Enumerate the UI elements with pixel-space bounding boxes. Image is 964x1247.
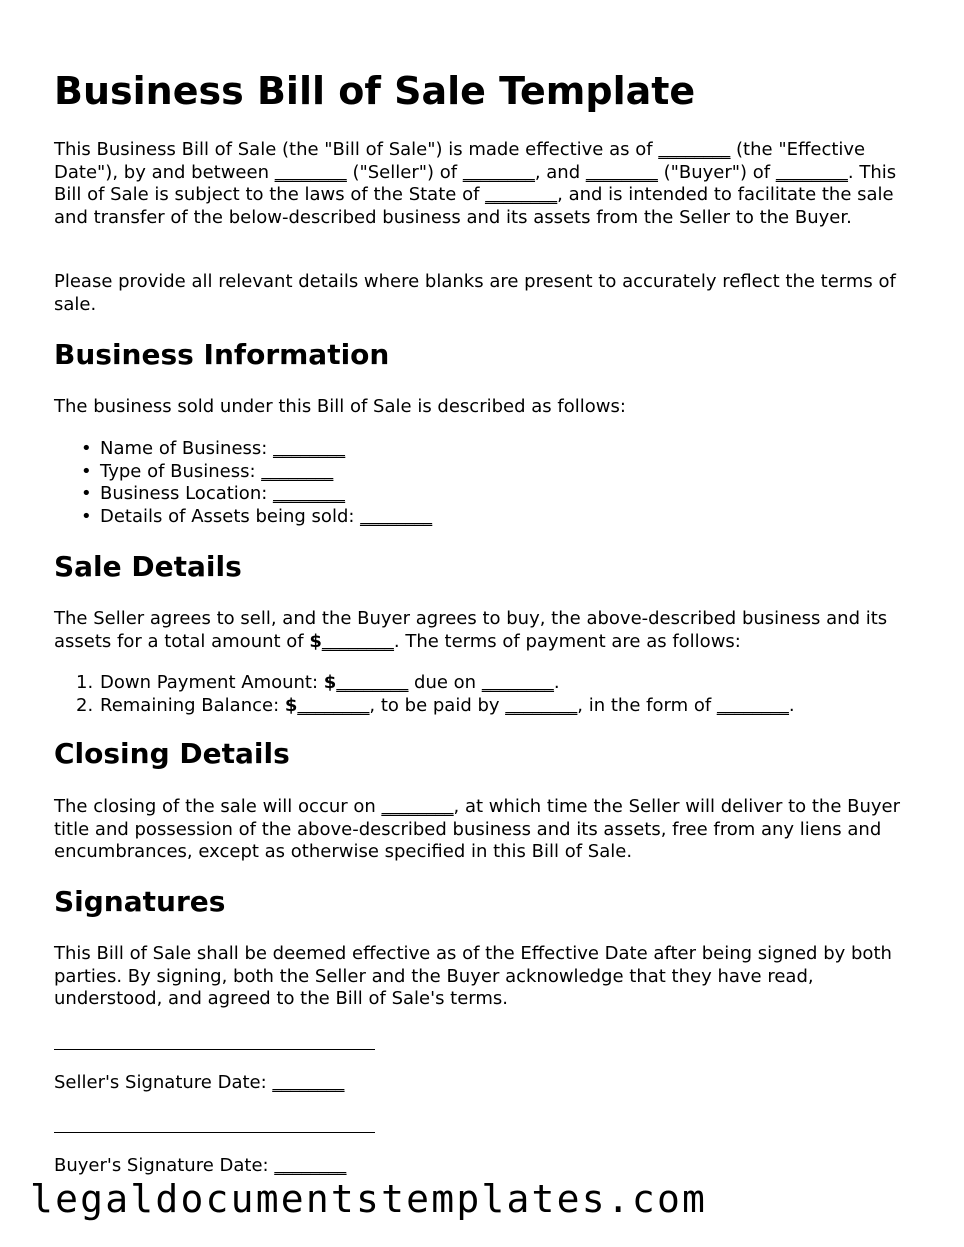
business-information-list: [54, 438, 432, 528]
business-information-heading: Business Information: [54, 338, 390, 371]
payment-terms-list: [54, 672, 795, 717]
seller-address-blank: ________: [462, 161, 535, 183]
intro-paragraph: This Business Bill of Sale (the "Bill of Sale") is made effective as of ________ (the "Effective Date"), by and between ________ ("Seller") of ________, and ________ ("Buyer") of ________. This Bill of Sale is subject to the laws of the State of ________, and is intended to facilitate the sale and transfer of the below-described business and its assets from the Seller to the Buyer.: [54, 139, 897, 228]
list-item: • Details of Assets being sold: ________: [54, 506, 432, 529]
seller-signature-line: [54, 1049, 375, 1050]
business-information-lead: The business sold under this Bill of Sale is described as follows:: [54, 396, 626, 417]
closing-details-heading: Closing Details: [54, 737, 290, 770]
closing-details-paragraph: The closing of the sale will occur on ________, at which time the Seller will deliver to the Buyer title and possession of the above-described business and its assets, free from any liens and encumbrances, except as otherwise specified in this Bill of Sale.: [54, 796, 901, 863]
buyer-signature-date: Buyer's Signature Date: ________: [54, 1155, 347, 1176]
seller-name-blank: ________: [274, 161, 347, 183]
buyer-name-blank: ________: [585, 161, 658, 183]
list-item: 1. Down Payment Amount: $________ due on ________.: [76, 672, 560, 693]
signatures-heading: Signatures: [54, 885, 226, 918]
instructions-paragraph: Please provide all relevant details where blanks are present to accurately reflect the terms of sale.: [54, 271, 896, 315]
page-title: Business Bill of Sale Template: [54, 69, 696, 113]
sale-details-heading: Sale Details: [54, 550, 242, 583]
list-item: 2. Remaining Balance: $________, to be paid by ________, in the form of ________.: [76, 694, 795, 716]
effective-date-blank: ________: [658, 139, 731, 160]
sale-details-paragraph: The Seller agrees to sell, and the Buyer agrees to buy, the above-described business and its assets for a total amount of $________. The terms of payment are as follows:: [54, 608, 888, 652]
buyer-signature-line: [54, 1132, 375, 1133]
total-amount-blank: ________: [321, 630, 394, 652]
signatures-paragraph: This Bill of Sale shall be deemed effective as of the Effective Date after being signed by both parties. By signing, both the Seller and the Buyer acknowledge that they have read, understood, and agreed to the Bill of Sale's terms.: [54, 943, 892, 1010]
state-blank: ________: [485, 184, 558, 206]
closing-date-blank: ________: [381, 796, 454, 817]
list-item: • Type of Business: ________: [54, 461, 432, 484]
list-item: • Business Location: ________: [54, 483, 432, 506]
buyer-address-blank: ________: [775, 161, 848, 183]
watermark: legaldocumentstemplates.com: [30, 1177, 708, 1221]
list-item: • Name of Business: ________: [54, 438, 432, 461]
seller-signature-date: Seller's Signature Date: ________: [54, 1072, 345, 1093]
